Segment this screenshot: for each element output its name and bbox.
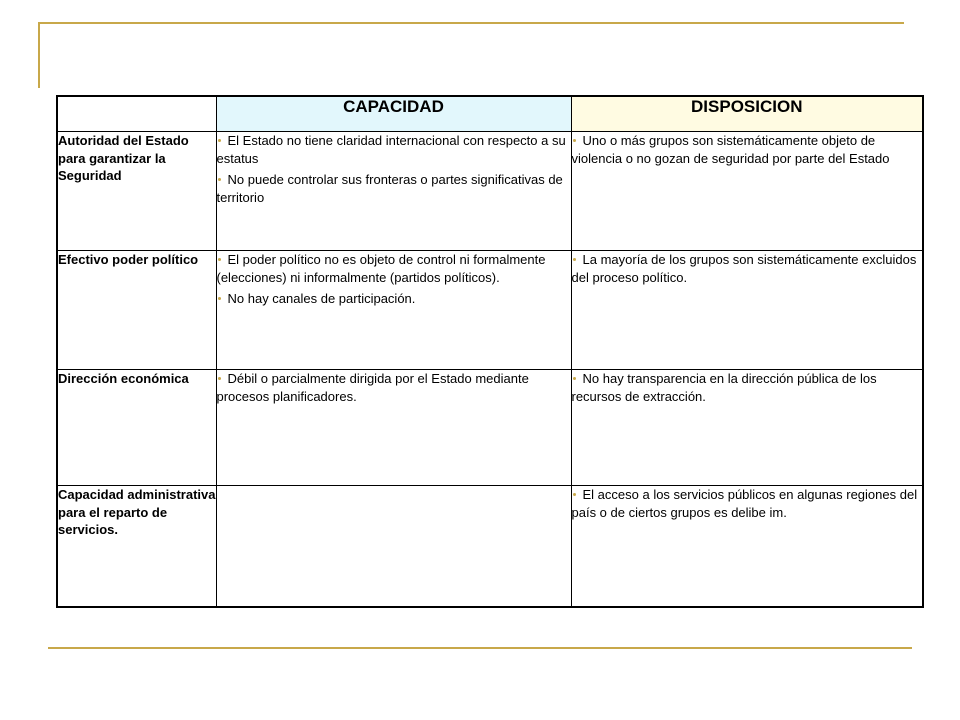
capacidad-cell <box>216 132 571 251</box>
bullet-icon <box>218 139 221 142</box>
disposicion-cell <box>571 486 923 607</box>
table-row <box>57 486 923 607</box>
capacidad-cell <box>216 251 571 370</box>
bullet-item <box>572 486 923 521</box>
table-row <box>57 132 923 251</box>
bullet-item <box>217 171 571 206</box>
header-empty-cell <box>57 96 216 132</box>
row-label: Autoridad del Estado para garantizar la Seguridad <box>57 132 216 251</box>
bullet-text: Débil o parcialmente dirigida por el Estado mediante procesos planificadores. <box>216 371 529 404</box>
bullet-text: No hay transparencia en la dirección pública de los recursos de extracción. <box>571 371 877 404</box>
disposicion-cell <box>571 132 923 251</box>
decorative-top-rule <box>40 22 904 24</box>
capacidad-cell <box>216 370 571 486</box>
row-label: Dirección económica <box>57 370 216 486</box>
bullet-item <box>572 251 923 286</box>
header-capacidad: CAPACIDAD <box>216 96 571 132</box>
disposicion-cell <box>571 251 923 370</box>
table-row <box>57 251 923 370</box>
bullet-icon <box>218 178 221 181</box>
bullet-item <box>572 132 923 167</box>
bullet-item <box>217 132 571 167</box>
bullet-text: No hay canales de participación. <box>227 291 416 307</box>
bullet-icon <box>573 258 576 261</box>
bullet-item <box>217 251 571 286</box>
bullet-text: La mayoría de los grupos son sistemáticamente excluidos del proceso político. <box>571 252 917 285</box>
bullet-icon <box>573 493 576 496</box>
header-disposicion: DISPOSICION <box>571 96 923 132</box>
row-label: Capacidad administrativa para el reparto de servicios. <box>57 486 216 607</box>
bullet-item <box>572 370 923 405</box>
bullet-text: Uno o más grupos son sistemáticamente objeto de violencia o no gozan de seguridad por parte del Estado <box>571 133 890 166</box>
capacidad-cell-empty <box>216 486 571 607</box>
bullet-text: No puede controlar sus fronteras o partes significativas de territorio <box>216 172 563 205</box>
bullet-icon <box>218 258 221 261</box>
bullet-text: El poder político no es objeto de control ni formalmente (elecciones) ni informalmente (partidos políticos). <box>216 252 546 285</box>
decorative-left-rule <box>38 22 40 88</box>
bullet-icon <box>218 377 221 380</box>
comparison-table <box>56 95 924 608</box>
table-row <box>57 370 923 486</box>
bullet-icon <box>573 377 576 380</box>
bullet-icon <box>573 139 576 142</box>
bullet-text: El acceso a los servicios públicos en algunas regiones del país o de ciertos grupos es delibe im. <box>571 487 918 520</box>
bullet-item <box>217 290 571 308</box>
row-label: Efectivo poder político <box>57 251 216 370</box>
decorative-bottom-rule <box>48 647 912 649</box>
bullet-icon <box>218 297 221 300</box>
bullet-item <box>217 370 571 405</box>
bullet-text: El Estado no tiene claridad internacional con respecto a su estatus <box>216 133 566 166</box>
disposicion-cell <box>571 370 923 486</box>
